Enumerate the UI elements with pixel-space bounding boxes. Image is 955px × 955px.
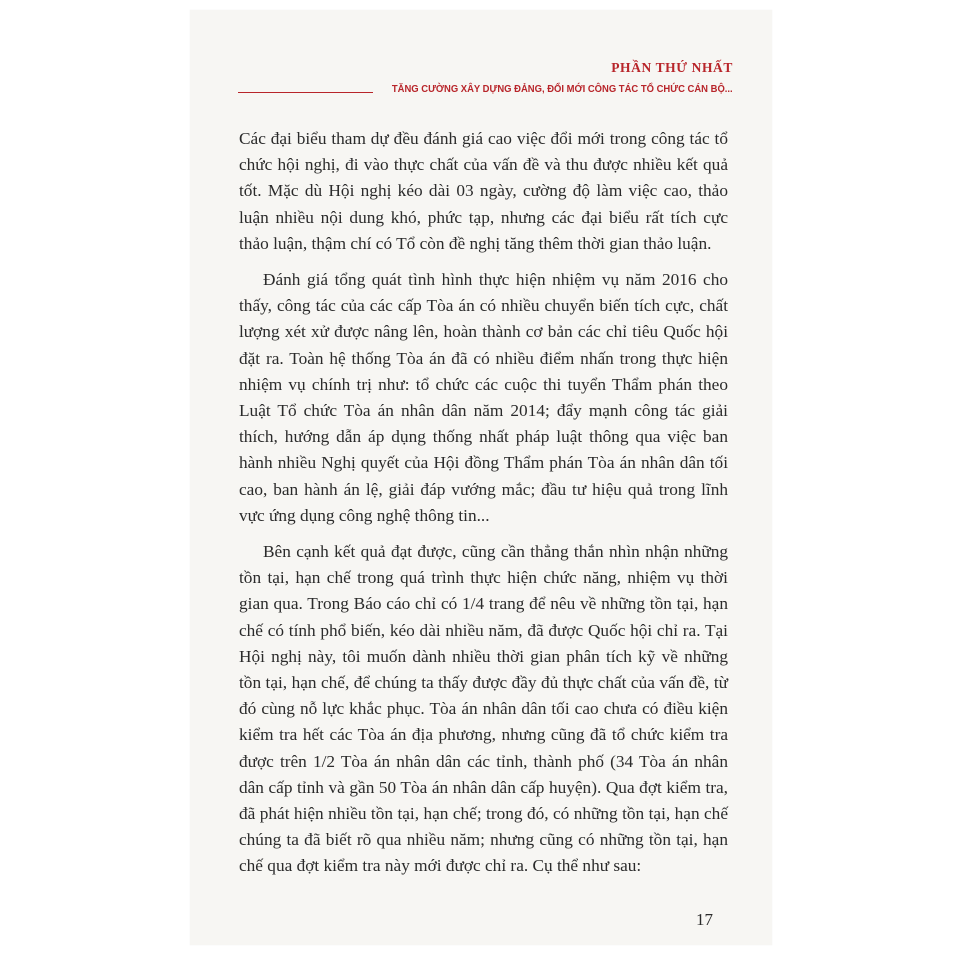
part-title: PHẦN THỨ NHẤT — [611, 60, 733, 75]
book-page — [190, 10, 772, 945]
chapter-subtitle: TĂNG CƯỜNG XÂY DỰNG ĐẢNG, ĐỔI MỚI CÔNG TÁC TỔ CHỨC CÁN BỘ... — [392, 83, 733, 95]
paragraph-2: Đánh giá tổng quát tình hình thực hiện nhiệm vụ năm 2016 cho thấy, công tác của các cấp Tòa án có nhiều chuyển biến tích cực, chất lượng xét xử được nâng lên, hoàn thành cơ bản các chỉ tiêu Quốc hội đặt ra. Toàn hệ thống Tòa án đã có nhiều điểm nhấn trong thực hiện nhiệm vụ chính trị như: tổ chức các cuộc thi tuyển Thẩm phán theo Luật Tổ chức Tòa án nhân dân năm 2014; đẩy mạnh công tác giải thích, hướng dẫn áp dụng thống nhất pháp luật thông qua việc ban hành nhiều Nghị quyết của Hội đồng Thẩm phán Tòa án nhân dân tối cao, ban hành án lệ, giải đáp vướng mắc; đầu tư hiệu quả trong lĩnh vực ứng dụng công nghệ thông tin... — [239, 270, 728, 525]
body-text — [239, 126, 728, 890]
paragraph-1: Các đại biểu tham dự đều đánh giá cao việc đổi mới trong công tác tổ chức hội nghị, đi vào thực chất của vấn đề và thu được nhiều kết quả tốt. Mặc dù Hội nghị kéo dài 03 ngày, cường độ làm việc cao, thảo luận nhiều nội dung khó, phức tạp, nhưng các đại biểu rất tích cực thảo luận, thậm chí có Tổ còn đề nghị tăng thêm thời gian thảo luận. — [239, 129, 728, 253]
paragraph-3: Bên cạnh kết quả đạt được, cũng cần thẳng thắn nhìn nhận những tồn tại, hạn chế trong quá trình thực hiện chức năng, nhiệm vụ thời gian qua. Trong Báo cáo chỉ có 1/4 trang để nêu về những tồn tại, hạn chế có tính phổ biến, kéo dài nhiều năm, đã được Quốc hội chỉ ra. Tại Hội nghị này, tôi muốn dành nhiều thời gian phân tích kỹ về những tồn tại, hạn chế, để chúng ta thấy được đầy đủ thực chất của vấn đề, từ đó cùng nỗ lực khắc phục. Tòa án nhân dân tối cao chưa có điều kiện kiểm tra hết các Tòa án địa phương, nhưng cũng đã tổ chức kiểm tra được trên 1/2 Tòa án nhân dân các tỉnh, thành phố (34 Tòa án nhân dân cấp tỉnh và gần 50 Tòa án nhân dân cấp huyện). Qua đợt kiểm tra, đã phát hiện nhiều tồn tại, hạn chế; trong đó, có những tồn tại, hạn chế chúng ta đã biết rõ qua nhiều năm; nhưng cũng có những tồn tại, hạn chế qua đợt kiểm tra này mới được chỉ ra. Cụ thể như sau: — [239, 542, 728, 876]
page-number: 17 — [696, 910, 713, 929]
header-divider — [238, 92, 373, 93]
